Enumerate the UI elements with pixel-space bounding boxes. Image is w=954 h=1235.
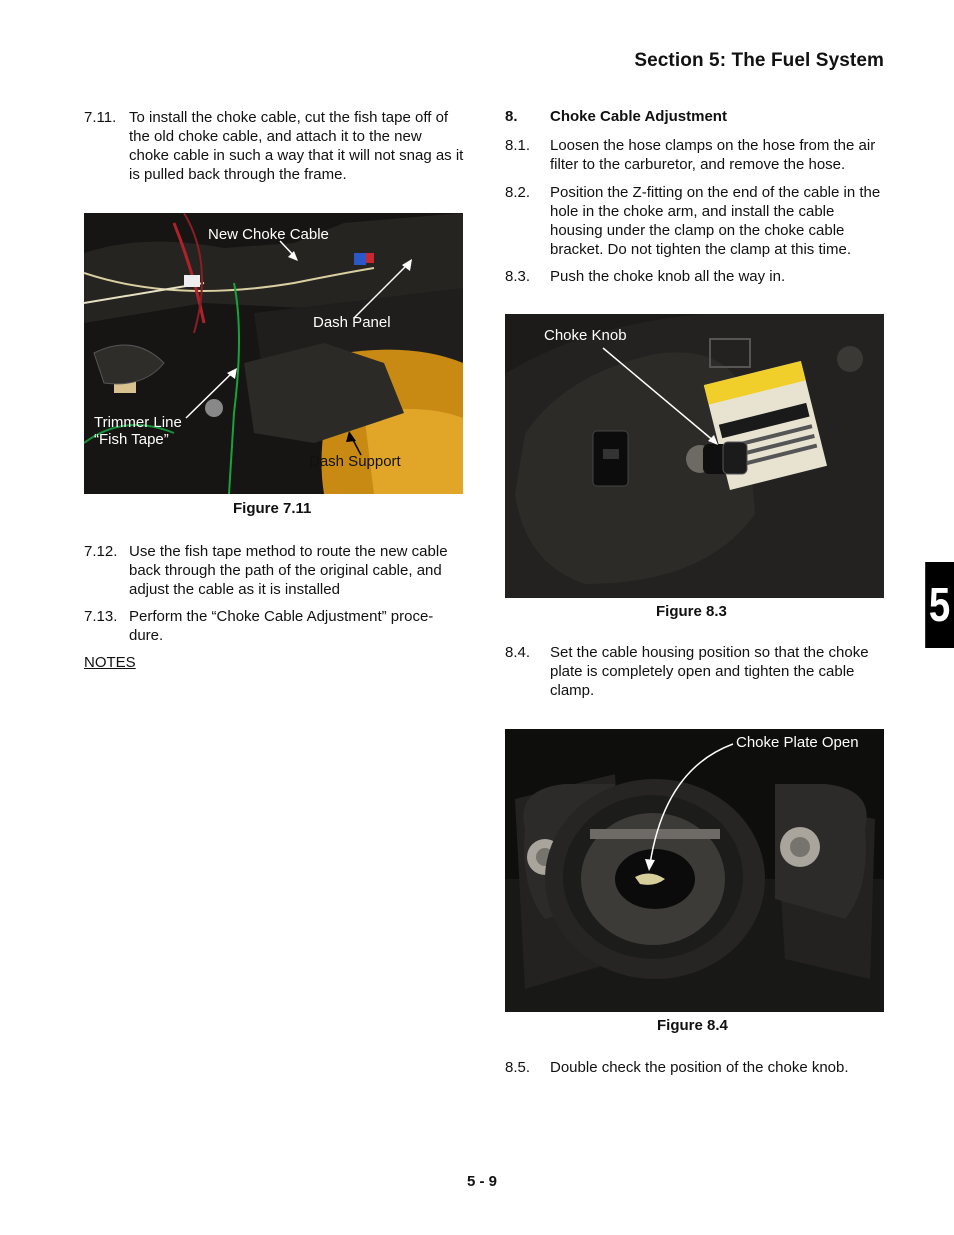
step-text: Double check the position of the choke knob. bbox=[550, 1059, 849, 1076]
label-dash-panel: Dash Panel bbox=[313, 314, 391, 331]
choke-plate-photo-illustration bbox=[505, 729, 884, 1012]
label-trimmer-line: Trimmer Line “Fish Tape” bbox=[94, 414, 182, 448]
figure-7-11-photo bbox=[84, 213, 463, 494]
step-number: 8.5. bbox=[505, 1059, 531, 1076]
label-dash-support: Dash Support bbox=[309, 453, 401, 470]
step-number: 8.3. bbox=[505, 268, 531, 285]
step-text: Use the fish tape method to route the new cable back through the path of the original cable, and adjust the cable as it is installed bbox=[129, 543, 448, 598]
step-number: 7.13. bbox=[84, 608, 118, 625]
label-new-choke-cable: New Choke Cable bbox=[208, 226, 329, 243]
figure-8-4-photo bbox=[505, 729, 884, 1012]
label-choke-plate-open: Choke Plate Open bbox=[736, 734, 859, 751]
step-text: To install the choke cable, cut the fish tape off of the old choke cable, and attach it to the new choke cable in such a way that it will not snag as it is pulled back through the frame. bbox=[129, 109, 464, 183]
figure-8-3-caption: Figure 8.3 bbox=[656, 603, 727, 620]
notes-heading: NOTES bbox=[84, 654, 136, 671]
step-number: 8.4. bbox=[505, 644, 531, 661]
figure-8-3-photo bbox=[505, 314, 884, 598]
section-tab bbox=[925, 562, 954, 648]
section-8-heading bbox=[505, 108, 727, 125]
step-number: 7.11. bbox=[84, 109, 117, 126]
wiring-photo-illustration bbox=[84, 213, 463, 494]
step-text: Perform the “Choke Cable Adjustment” proce-dure. bbox=[129, 608, 434, 644]
figure-7-11-caption: Figure 7.11 bbox=[233, 500, 312, 517]
section-title: Section 5: The Fuel System bbox=[634, 50, 884, 71]
label-choke-knob: Choke Knob bbox=[544, 327, 627, 344]
step-text: Set the cable housing position so that the choke plate is completely open and tighten the cable clamp. bbox=[550, 644, 869, 699]
step-text: Push the choke knob all the way in. bbox=[550, 268, 786, 285]
figure-8-4-caption: Figure 8.4 bbox=[657, 1017, 728, 1034]
section-tab-number: 5 bbox=[928, 578, 951, 632]
step-number: 8.2. bbox=[505, 184, 531, 201]
heading-text: Choke Cable Adjustment bbox=[550, 108, 727, 125]
step-text: Position the Z-fitting on the end of the cable in the hole in the choke arm, and install the cable housing under the clamp on the choke cable bracket. Do not tighten the clamp at this time. bbox=[550, 184, 881, 258]
choke-knob-photo-illustration bbox=[505, 314, 884, 598]
heading-number: 8. bbox=[505, 108, 518, 125]
step-number: 7.12. bbox=[84, 543, 118, 560]
page-number: 5 - 9 bbox=[467, 1173, 498, 1190]
step-text: Loosen the hose clamps on the hose from the air filter to the carburetor, and remove the hose. bbox=[550, 137, 876, 173]
step-number: 8.1. bbox=[505, 137, 531, 154]
